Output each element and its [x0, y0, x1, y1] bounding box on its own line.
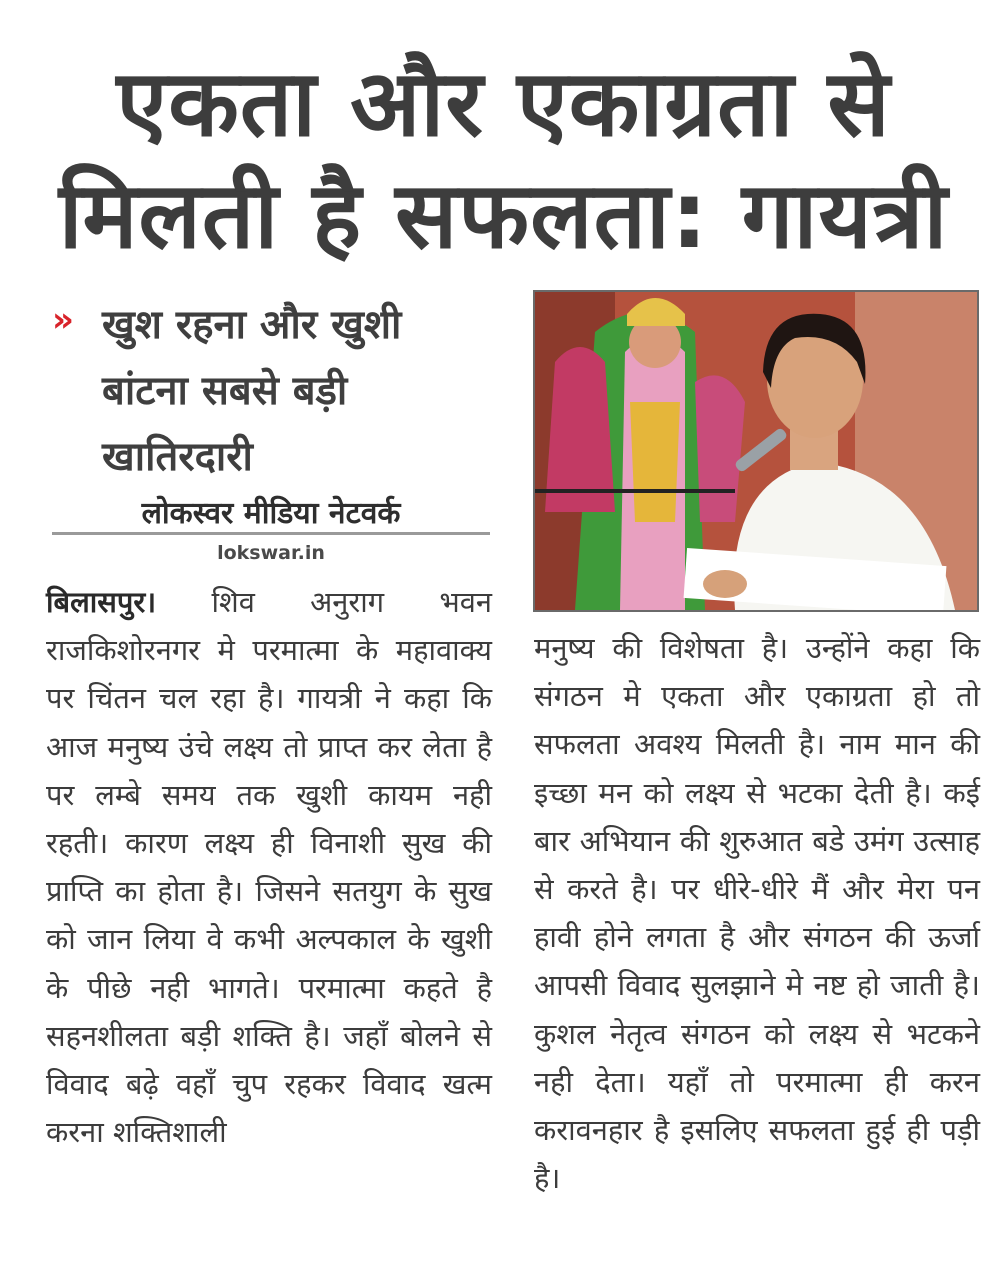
double-chevron-icon: » — [52, 300, 74, 340]
subheadline-line-3: खातिरदारी — [102, 434, 253, 480]
headline-line-1: एकता और एकाग्रता से — [116, 50, 891, 157]
subheadline-line-1: खुश रहना और खुशी — [102, 302, 402, 348]
article-column-right — [534, 624, 980, 1202]
article-column-left — [46, 578, 492, 1156]
byline-divider — [52, 532, 490, 535]
subheadline-text — [102, 292, 482, 490]
website-link[interactable]: lokswar.in — [217, 542, 325, 564]
speaker-photo-illustration — [535, 292, 977, 610]
subheadline-line-2: बांटना सबसे बड़ी — [102, 368, 348, 414]
article-text-left: शिव अनुराग भवन राजकिशोरनगर मे परमात्मा के महावाक्य पर चिंतन चल रहा है। गायत्री ने कहा कि आज मनुष्य उंचे लक्ष्य तो प्राप्त कर लेता है पर लम्बे समय तक खुशी कायम नही रहती। कारण लक्ष्य ही विनाशी सुख की प्राप्ति का होता है। जिसने सतयुग के सुख को जान लिया वे कभी अल्पकाल के खुशी के पीछे नही भागते। परमात्मा कहते है सहनशीलता बड़ी शक्ति है। जहाँ बोलने से विवाद बढ़े वहाँ चुप रहकर विवाद खत्म करना शक्तिशाली — [46, 585, 492, 1150]
headline-line-2: मिलती है सफलता: गायत्री — [58, 162, 949, 269]
article-text-right: मनुष्य की विशेषता है। उन्होंने कहा कि संगठन मे एकता और एकाग्रता हो तो सफलता अवश्य मिलती है। नाम मान की इच्छा मन को लक्ष्य से भटका देती है। कई बार अभियान की शुरुआत बडे उमंग उत्साह से करते है। पर धीरे-धीरे मैं और मेरा पन हावी होने लगता है और संगठन की ऊर्जा आपसी विवाद सुलझाने मे नष्ट हो जाती है। कुशल नेतृत्व संगठन को लक्ष्य से भटकने नही देता। यहाँ तो परमात्मा ही करन करावनहार है इसलिए सफलता हुई ही पड़ी है। — [534, 631, 980, 1196]
dateline: बिलासपुर। — [46, 585, 157, 619]
byline: लोकस्वर मीडिया नेटवर्क — [141, 496, 401, 531]
headline — [0, 48, 1007, 272]
speaker-photo — [533, 290, 979, 612]
